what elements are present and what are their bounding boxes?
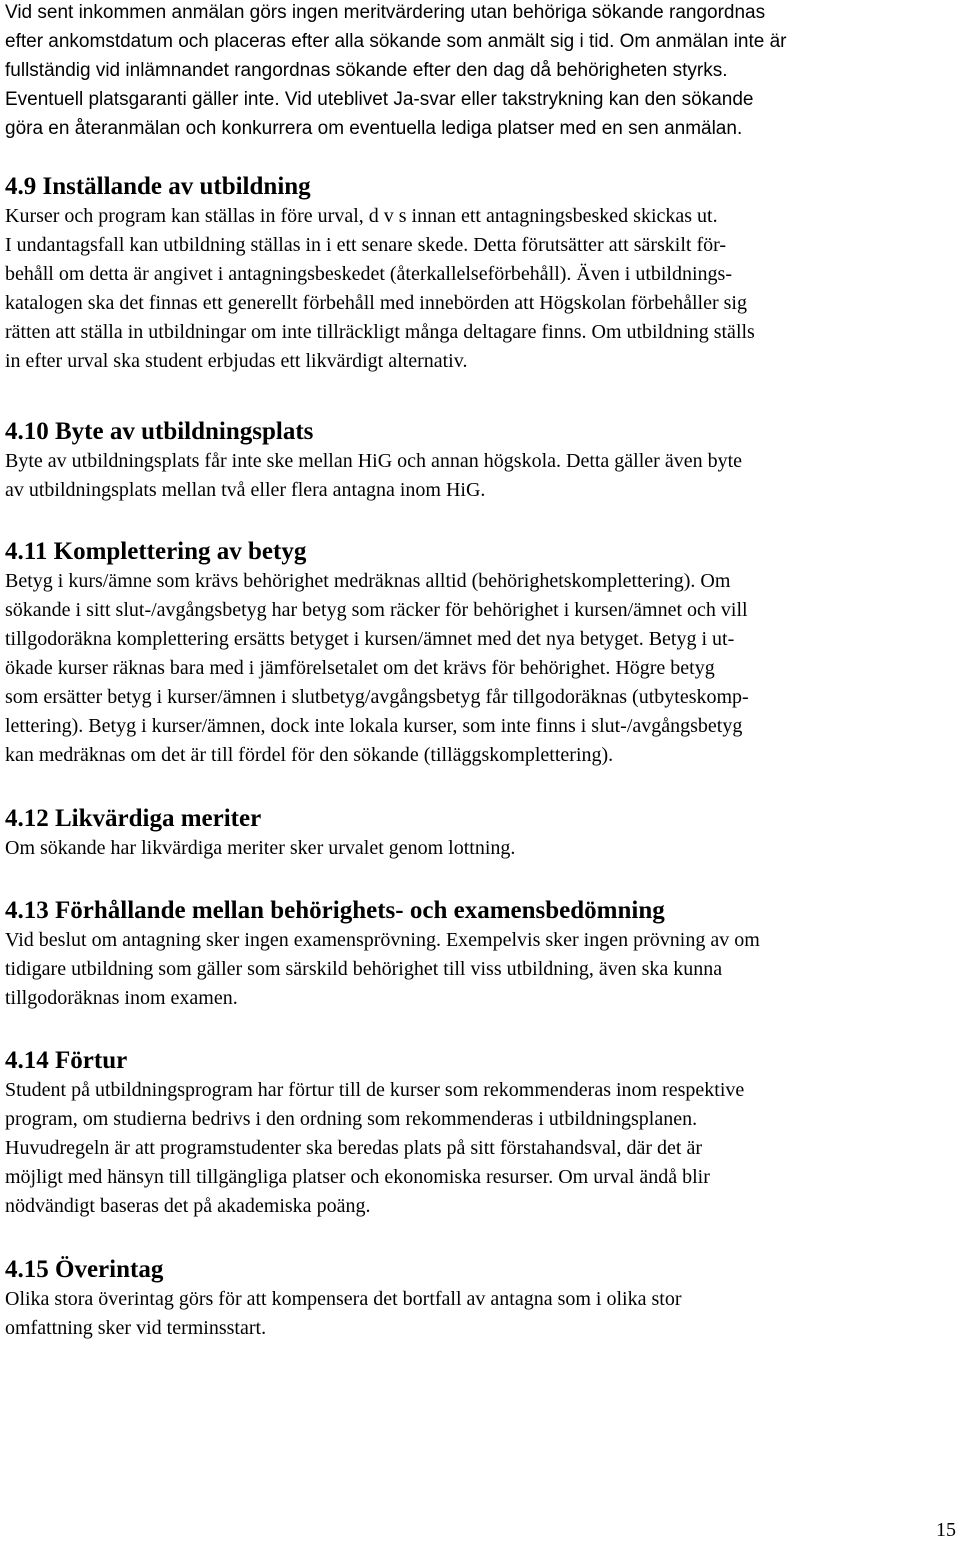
text-line: tidigare utbildning som gäller som särskild behörighet till viss utbildning, även ska kunna <box>5 958 723 980</box>
text-line: göra en återanmälan och konkurrera om eventuella lediga platser med en sen anmälan. <box>5 118 743 139</box>
section-4-13 <box>5 895 956 1013</box>
text-line: nödvändigt baseras det på akademiska poäng. <box>5 1195 371 1217</box>
text-line: Student på utbildningsprogram har förtur till de kurser som rekommenderas inom respektive <box>5 1079 745 1101</box>
text-line: tillgodoräkna komplettering ersätts betyget i kursen/ämnet med det nya betyget. Betyg i ut- <box>5 628 735 650</box>
text-line: I undantagsfall kan utbildning ställas in i ett senare skede. Detta förutsätter att särskilt för- <box>5 234 727 256</box>
text-line: katalogen ska det finnas ett generellt förbehåll med innebörden att Högskolan förbehåller sig <box>5 292 747 314</box>
text-line: Eventuell platsgaranti gäller inte. Vid uteblivet Ja-svar eller takstrykning kan den sökande <box>5 89 754 110</box>
section-4-9 <box>5 171 956 376</box>
text-line: program, om studierna bedrivs i den ordning som rekommenderas i utbildningsplanen. <box>5 1108 698 1130</box>
text-line: in efter urval ska student erbjudas ett likvärdigt alternativ. <box>5 350 468 372</box>
text-line: fullständig vid inlämnandet rangordnas sökande efter den dag då behörigheten styrks. <box>5 60 728 81</box>
section-heading: 4.13 Förhållande mellan behörighets- och examensbedömning <box>5 897 665 924</box>
section-heading: 4.9 Inställande av utbildning <box>5 173 311 200</box>
text-line: efter ankomstdatum och placeras efter alla sökande som anmält sig i tid. Om anmälan inte är <box>5 31 787 52</box>
text-line: omfattning sker vid terminsstart. <box>5 1317 267 1339</box>
intro-paragraph <box>5 0 956 143</box>
text-line: Om sökande har likvärdiga meriter sker urvalet genom lottning. <box>5 837 516 859</box>
text-line: Kurser och program kan ställas in före urval, d v s innan ett antagningsbesked skickas ut. <box>5 205 718 227</box>
text-line: Byte av utbildningsplats får inte ske mellan HiG och annan högskola. Detta gäller även byte <box>5 450 743 472</box>
text-line: rätten att ställa in utbildningar om inte tillräckligt många deltagare finns. Om utbildning ställs <box>5 321 755 343</box>
text-line: Betyg i kurs/ämne som krävs behörighet medräknas alltid (behörighetskomplettering). Om <box>5 570 731 592</box>
section-4-15 <box>5 1254 956 1343</box>
section-heading: 4.14 Förtur <box>5 1047 128 1074</box>
text-line: ökade kurser räknas bara med i jämförelsetalet om det krävs för behörighet. Högre betyg <box>5 657 715 679</box>
text-line: Huvudregeln är att programstudenter ska beredas plats på sitt förstahandsval, där det är <box>5 1137 702 1159</box>
section-4-14 <box>5 1045 956 1221</box>
section-4-10 <box>5 416 956 505</box>
section-4-11 <box>5 536 956 770</box>
text-line: av utbildningsplats mellan två eller flera antagna inom HiG. <box>5 479 486 501</box>
section-4-12 <box>5 803 956 863</box>
text-line: tillgodoräknas inom examen. <box>5 987 238 1009</box>
text-line: kan medräknas om det är till fördel för den sökande (tilläggskomplettering). <box>5 744 614 766</box>
text-line: som ersätter betyg i kurser/ämnen i slutbetyg/avgångsbetyg får tillgodoräknas (utbyteskomp- <box>5 686 749 708</box>
section-heading: 4.11 Komplettering av betyg <box>5 538 307 565</box>
section-heading: 4.10 Byte av utbildningsplats <box>5 418 314 445</box>
text-line: sökande i sitt slut-/avgångsbetyg har betyg som räcker för behörighet i kursen/ämnet och vill <box>5 599 748 621</box>
page-number: 15 <box>936 1519 956 1541</box>
section-heading: 4.15 Överintag <box>5 1256 164 1283</box>
text-line: Vid beslut om antagning sker ingen examensprövning. Exempelvis sker ingen prövning av om <box>5 929 760 951</box>
text-line: behåll om detta är angivet i antagningsbeskedet (återkallelseförbehåll). Även i utbildnings- <box>5 263 732 285</box>
section-heading: 4.12 Likvärdiga meriter <box>5 805 262 832</box>
text-line: Vid sent inkommen anmälan görs ingen meritvärdering utan behöriga sökande rangordnas <box>5 2 766 23</box>
text-line: Olika stora överintag görs för att kompensera det bortfall av antagna som i olika stor <box>5 1288 682 1310</box>
text-line: lettering). Betyg i kurser/ämnen, dock inte lokala kurser, som inte finns i slut-/avgångsbetyg <box>5 715 743 737</box>
text-line: möjligt med hänsyn till tillgängliga platser och ekonomiska resurser. Om urval ändå blir <box>5 1166 710 1188</box>
